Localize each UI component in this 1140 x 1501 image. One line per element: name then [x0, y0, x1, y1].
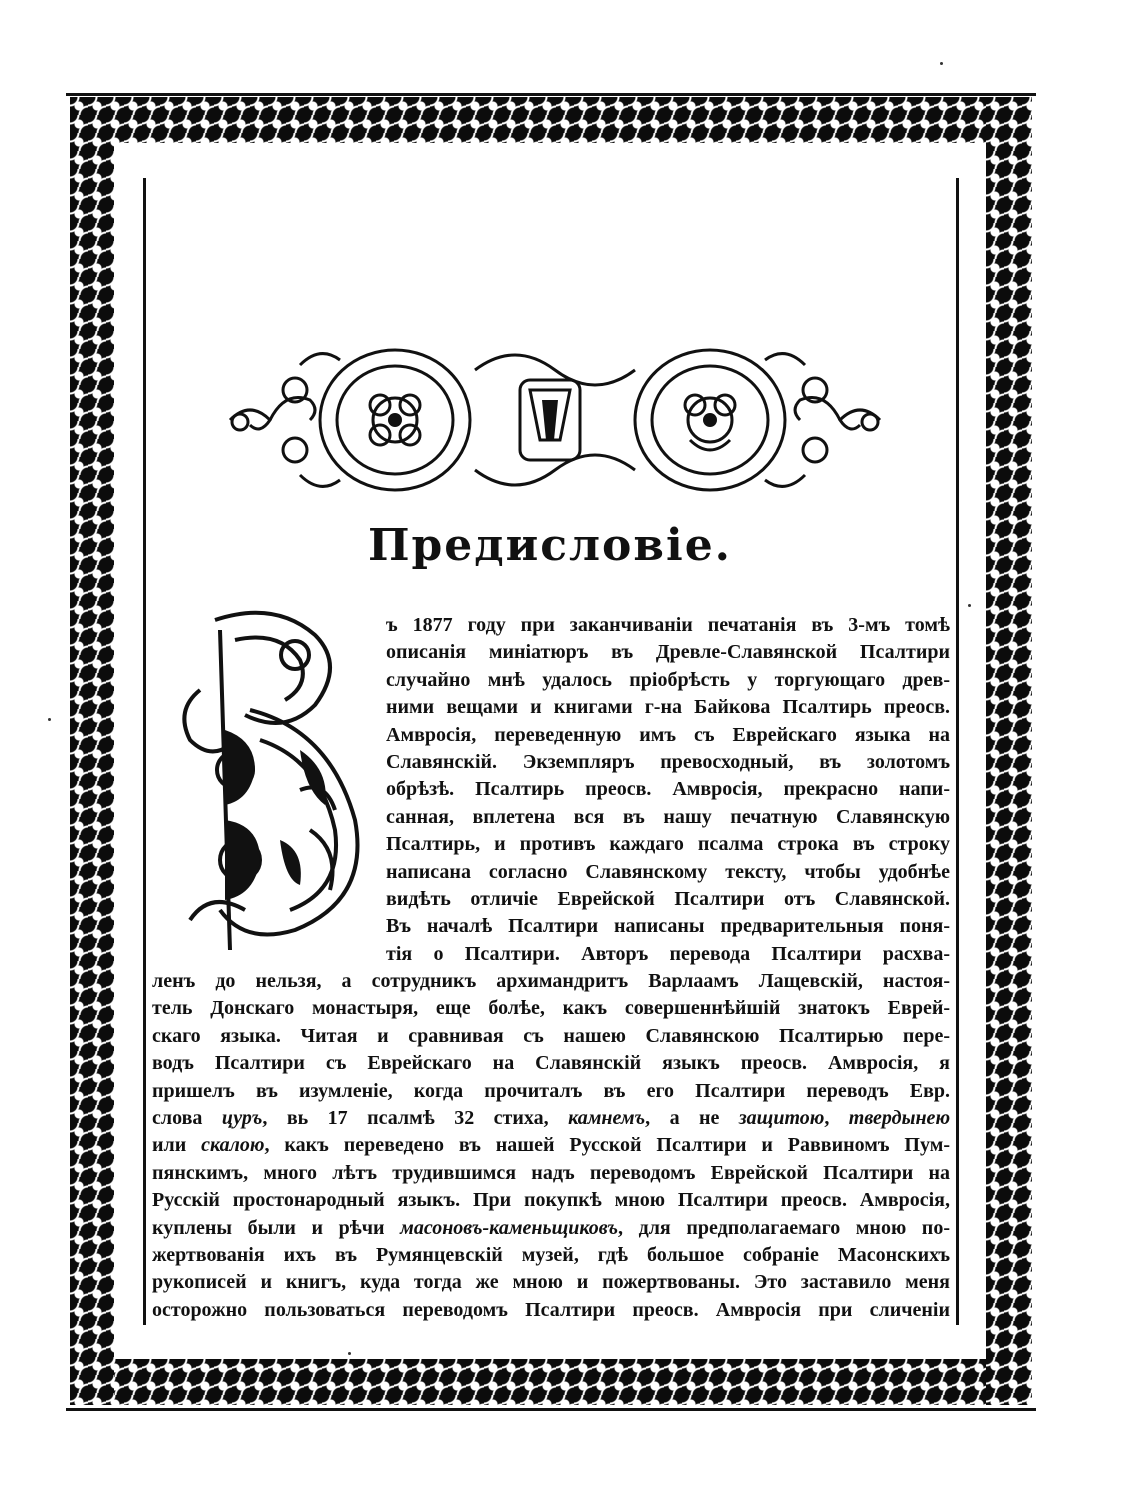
text-run: куплены были и рѣчи — [152, 1216, 385, 1239]
text-line: рукописей и книгъ, куда тогда же мною и пожертвованы. Это заставило меня — [152, 1271, 950, 1294]
print-speck — [968, 604, 971, 607]
text-rule-right — [956, 178, 959, 1325]
print-speck — [48, 718, 51, 721]
text-run: , а не — [645, 1107, 720, 1130]
italic-term: защитою — [738, 1107, 825, 1130]
italic-term: скалою — [201, 1134, 265, 1157]
border-left-ornament — [70, 97, 114, 1405]
italic-term: камнемъ — [568, 1107, 646, 1130]
text-line: жертвованія ихъ въ Румянцевскій музей, гдѣ большое собраніе Масонскихъ — [152, 1244, 950, 1267]
text-run: , для предполагаемаго мною по- — [618, 1216, 950, 1239]
text-line: обрѣзѣ. Псалтирь преосв. Амвросія, прекрасно напи- — [386, 778, 950, 801]
border-right-ornament — [986, 97, 1032, 1405]
text-line: ленъ до нельзя, а сотрудникъ архимандритъ Варлаамъ Лащевскій, настоя- — [152, 970, 950, 992]
text-line: Славянскій. Экземпляръ превосходный, въ золотомъ — [386, 751, 950, 774]
text-run: , вь 17 псалмѣ 32 стиха, — [262, 1107, 549, 1130]
text-line: ъ 1877 году при заканчиваніи печатанія въ 3-мъ томѣ — [386, 614, 950, 636]
text-line: тель Донскаго монастыря, еще болѣе, какъ совершеннѣйшій знатокъ Еврей- — [152, 997, 950, 1020]
text-line — [152, 1215, 950, 1242]
text-line: написана согласно Славянскому тексту, чтобы удобнѣе — [386, 860, 950, 883]
text-line: случайно мнѣ удалось пріобрѣсть у торгующаго древ- — [386, 668, 950, 691]
headpiece-ornament — [220, 330, 890, 510]
text-line: скаго языка. Читая и сравнивая съ нашею Славянскою Псалтирью пере- — [152, 1024, 950, 1047]
text-line: осторожно пользоваться переводомъ Псалтири преосв. Амвросія при сличеніи — [152, 1298, 950, 1321]
text-line: пянскимъ, много лѣтъ трудившимся надъ переводомъ Еврейской Псалтири на — [152, 1161, 950, 1184]
text-run: слова — [152, 1107, 203, 1130]
text-run: , какъ переведено въ нашей Русской Псалтири и Раввиномъ Пум- — [264, 1134, 950, 1157]
print-speck — [940, 62, 943, 65]
paragraph-full-width — [152, 968, 950, 1324]
border-top-ornament — [70, 97, 1032, 143]
text-line: Русскій простонародный языкъ. При покупкѣ мною Псалтири преосв. Амвросія, — [152, 1189, 950, 1212]
italic-term: твердынею — [848, 1107, 951, 1130]
text-line: Псалтирь, и противъ каждаго псалма строка въ строку — [386, 833, 950, 856]
text-line — [152, 1105, 950, 1132]
text-line: тія о Псалтири. Авторъ перевода Псалтири расхва- — [386, 942, 950, 965]
drop-cap-initial — [160, 600, 380, 955]
text-line: водъ Псалтири съ Еврейскаго на Славянскій языкъ преосв. Амвросія, я — [152, 1052, 950, 1075]
text-run: , — [824, 1107, 830, 1130]
print-speck — [348, 1352, 351, 1355]
text-line: пришелъ въ изумленіе, когда прочиталъ въ его Псалтири переводъ Евр. — [152, 1079, 950, 1102]
italic-term: масоновъ-каменьщиковъ — [400, 1216, 619, 1239]
border-outer-line-top — [66, 93, 1036, 96]
text-line: видѣть отличіе Еврейской Псалтири отъ Славянской. — [386, 888, 950, 911]
text-line: санная, вплетена вся въ нашу печатную Славянскую — [386, 805, 950, 828]
text-line: ними вещами и книгами г-на Байкова Псалтирь преосв. — [386, 696, 950, 719]
text-rule-left — [143, 178, 146, 1325]
text-line: Амвросія, переведенную имъ съ Еврейскаго языка на — [386, 723, 950, 746]
page-title: Предисловіе. — [367, 520, 733, 571]
text-line — [152, 1132, 950, 1159]
border-outer-line-bottom — [66, 1408, 1036, 1411]
text-line: Въ началѣ Псалтири написаны предварительныя поня- — [386, 915, 950, 938]
paragraph-beside-initial — [386, 612, 950, 968]
italic-term: цуръ — [221, 1107, 263, 1130]
border-bottom-ornament — [70, 1359, 1032, 1405]
text-run: или — [152, 1134, 187, 1157]
text-line: описанія миніатюръ въ Древле-Славянской Псалтири — [386, 641, 950, 664]
